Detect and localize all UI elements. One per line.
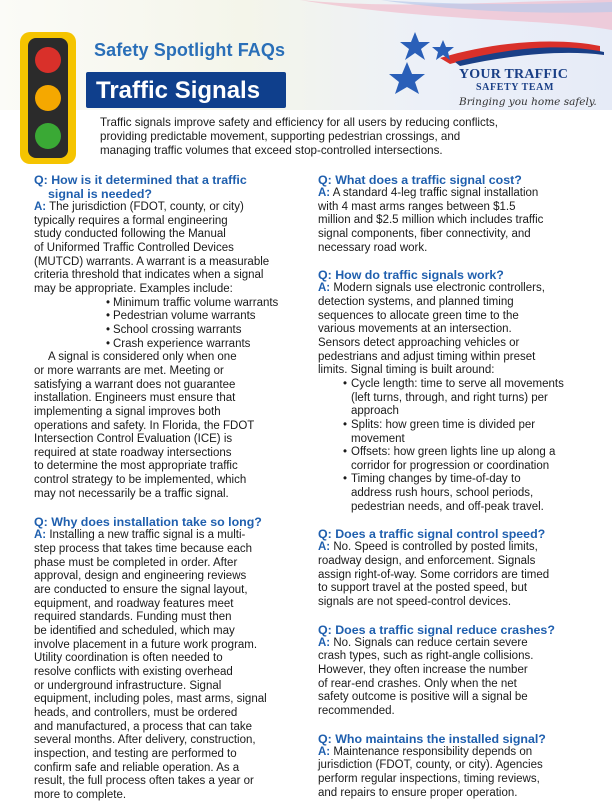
answer-line: operations and safety. In Florida, the FDOT: [34, 419, 255, 432]
answer-line: or underground infrastructure. Signal: [34, 679, 222, 692]
list-item-line: (left turns, through, and right turns) per: [351, 391, 548, 404]
answer-line: signals are not speed-control devices.: [318, 596, 512, 609]
list-item: [318, 419, 590, 446]
answer-line: required at state roadway intersections: [34, 446, 232, 459]
answer-line: to support travel at the posted speed, but: [318, 582, 528, 595]
faq-answer: [34, 201, 296, 501]
faq-column-right: [318, 173, 590, 800]
brand-name-line2: SAFETY TEAM: [476, 82, 555, 93]
list-item-line: corridor for progression or coordination: [351, 459, 550, 472]
faq-answer: [318, 541, 590, 609]
answer-line: pedestrians and adjust timing within preset: [318, 350, 536, 363]
answer-line: The jurisdiction (FDOT, county, or city): [46, 201, 244, 213]
list-item: • Crash experience warrants: [34, 338, 296, 352]
answer-line: crash types, such as right-angle collisions.: [318, 650, 534, 663]
question-line: signal is needed?: [48, 187, 152, 201]
list-item-line: • Cycle length: time to serve all movements: [351, 377, 564, 390]
faq-item: [318, 173, 590, 255]
answer-line: criteria threshold that indicates when a signal: [34, 269, 264, 282]
answer-line: installation. Engineers must ensure that: [34, 392, 236, 405]
answer-line: confirm safe and reliable operation. As a: [34, 761, 240, 774]
answer-line: typically requires a formal engineering: [34, 214, 228, 227]
answer-line: resolve conflicts with existing overhead: [34, 666, 233, 678]
answer-line: assign right-of-way. Some corridors are timed: [318, 568, 550, 581]
faq-answer: [318, 282, 590, 514]
answer-line: detection systems, and planned timing: [318, 295, 514, 308]
answer-line: limits. Signal timing is built around:: [318, 364, 495, 377]
question-line: Q: Does a traffic signal control speed?: [318, 527, 546, 542]
answer-line: involve placement in a future work program.: [34, 638, 258, 651]
faq-question: [34, 173, 296, 201]
faq-answer: [318, 187, 590, 255]
faq-item: [318, 623, 590, 719]
answer-line: A standard 4-leg traffic signal installation: [330, 187, 539, 199]
list-item-line: address rush hours, school periods,: [351, 487, 534, 500]
traffic-light-icon: [16, 28, 80, 168]
question-line: Q: What does a traffic signal cost?: [318, 173, 522, 187]
question-line: Q: Does a traffic signal reduce crashes?: [318, 622, 555, 637]
answer-line: recommended.: [318, 705, 395, 717]
answer-line: and manufactured, a process that can take: [34, 720, 252, 733]
answer-line: safety outcome is positive will a signal be: [318, 691, 528, 704]
question-line: Q: Who maintains the installed signal?: [318, 731, 546, 746]
answer-line: may not necessarily be a traffic signal.: [34, 487, 229, 500]
answer-line: required standards. Funding must then: [34, 611, 232, 624]
answer-line: various movements at an intersection.: [318, 323, 512, 336]
answer-line: of rear-end crashes. Only when the net: [318, 677, 517, 690]
faq-answer: [318, 637, 590, 719]
answer-line: result, the full process often takes a year or: [34, 775, 254, 788]
intro-line: Traffic signals improve safety and efficiency for all users by reducing conflicts,: [100, 116, 499, 129]
list-item: [318, 473, 590, 514]
question-line: Q: Why does installation take so long?: [34, 515, 262, 530]
faq-column-left: [34, 173, 296, 803]
answer-line: approval, design and engineering reviews: [34, 570, 247, 583]
list-item-line: • Offsets: how green lights line up along a: [351, 446, 556, 459]
intro-line: providing predictable movement, supporting pedestrian crossings, and: [100, 130, 461, 143]
answer-line: jurisdiction (FDOT, county, or city). Agencies: [318, 759, 543, 772]
faq-question: [318, 623, 590, 637]
answer-line: of Uniformed Traffic Controlled Devices: [34, 241, 234, 254]
faq-item: [318, 732, 590, 801]
list-item-line: approach: [351, 405, 399, 418]
question-line: Q: How is it determined that a traffic: [34, 173, 247, 187]
answer-line: (MUTCD) warrants. A warrant is a measurable: [34, 255, 270, 268]
faq-item: [318, 268, 590, 514]
answer-line: more to complete.: [34, 788, 127, 801]
answer-prefix: A:: [318, 745, 331, 758]
intro-paragraph: [100, 116, 570, 158]
answer-prefix: A:: [318, 636, 331, 649]
warrant-list: [34, 297, 296, 352]
faq-item: [34, 515, 296, 802]
brand-tagline: Bringing you home safely.: [459, 96, 597, 108]
answer-line: equipment, and roadway features meet: [34, 597, 234, 610]
list-item-line: • Timing changes by time-of-day to: [351, 473, 521, 486]
faq-item: [34, 173, 296, 501]
faq-item: [318, 527, 590, 609]
answer-line: inspection, and testing are performed to: [34, 747, 237, 760]
answer-line: perform regular inspections, timing reviews,: [318, 772, 540, 785]
faq-answer: [34, 529, 296, 802]
answer-line: No. Speed is controlled by posted limits,: [330, 541, 538, 554]
page-title: Traffic Signals: [96, 77, 261, 104]
answer-line: step process that takes time because each: [34, 543, 252, 556]
stars-icon: [385, 32, 465, 102]
faq-question: [318, 268, 590, 282]
answer-line: phase must be completed in order. After: [34, 556, 238, 569]
answer-line: may be appropriate. Examples include:: [34, 282, 233, 295]
list-item: [318, 446, 590, 473]
faq-question: [318, 732, 590, 746]
answer-line: sequences to allocate green time to the: [318, 309, 519, 322]
list-item: • School crossing warrants: [34, 324, 296, 338]
answer-line: signal components, fiber connectivity, and: [318, 227, 531, 240]
answer-line: Utility coordination is often needed to: [34, 652, 223, 665]
answer-line: heads, and controllers, must be ordered: [34, 706, 238, 719]
faq-question: [318, 173, 590, 187]
header-kicker: Safety Spotlight FAQs: [94, 40, 286, 60]
faq-answer: [318, 746, 590, 801]
answer-line: with 4 mast arms ranges between $1.5: [318, 200, 516, 213]
answer-line: Installing a new traffic signal is a multi-: [46, 529, 246, 542]
answer-line: several months. After delivery, construction,: [34, 734, 256, 747]
answer-line: Sensors detect approaching vehicles or: [318, 336, 520, 349]
intro-line: managing traffic volumes that exceed stop-controlled intersections.: [100, 144, 443, 157]
answer-line: study conducted following the Manual: [34, 228, 226, 241]
faq-question: [34, 515, 296, 529]
answer-prefix: A:: [34, 529, 47, 542]
answer-prefix: A:: [318, 541, 331, 554]
faq-question: [318, 527, 590, 541]
answer-line: Maintenance responsibility depends on: [330, 745, 533, 758]
answer-line: million and $2.5 million which includes traffic: [318, 214, 544, 227]
answer-line: roadway design, and enforcement. Signals: [318, 555, 536, 568]
answer-line: to determine the most appropriate traffic: [34, 460, 238, 473]
answer-line: control strategy to be implemented, which: [34, 474, 247, 487]
list-item-line: • Splits: how green time is divided per: [351, 418, 536, 431]
question-line: Q: How do traffic signals work?: [318, 268, 504, 283]
answer-line: and repairs to ensure proper operation.: [318, 786, 518, 799]
list-item: • Minimum traffic volume warrants: [34, 297, 296, 311]
answer-line: Intersection Control Evaluation (ICE) is: [34, 433, 233, 446]
list-item: [318, 378, 590, 419]
answer-prefix: A:: [34, 201, 47, 213]
answer-prefix: A:: [318, 187, 331, 199]
timing-list: [318, 378, 590, 515]
brand-name-line1: YOUR TRAFFIC: [459, 67, 569, 82]
list-item-line: pedestrian needs, and off-peak travel.: [351, 500, 544, 513]
answer-line: satisfying a warrant does not guarantee: [34, 378, 236, 391]
answer-line: A signal is considered only when one: [48, 351, 237, 364]
answer-line: implementing a signal improves both: [34, 405, 221, 418]
answer-line: No. Signals can reduce certain severe: [330, 636, 528, 649]
answer-line: or more warrants are met. Meeting or: [34, 364, 224, 377]
answer-line: Modern signals use electronic controllers,: [330, 282, 545, 295]
answer-prefix: A:: [318, 282, 331, 295]
answer-line: equipment, including poles, mast arms, signal: [34, 693, 267, 706]
answer-line: be identified and scheduled, which may: [34, 625, 235, 638]
answer-line: are conducted to ensure the signal layout,: [34, 584, 248, 597]
list-item-line: movement: [351, 432, 405, 445]
answer-line: However, they often increase the number: [318, 664, 528, 677]
list-item: • Pedestrian volume warrants: [34, 310, 296, 324]
answer-line: necessary road work.: [318, 241, 428, 254]
